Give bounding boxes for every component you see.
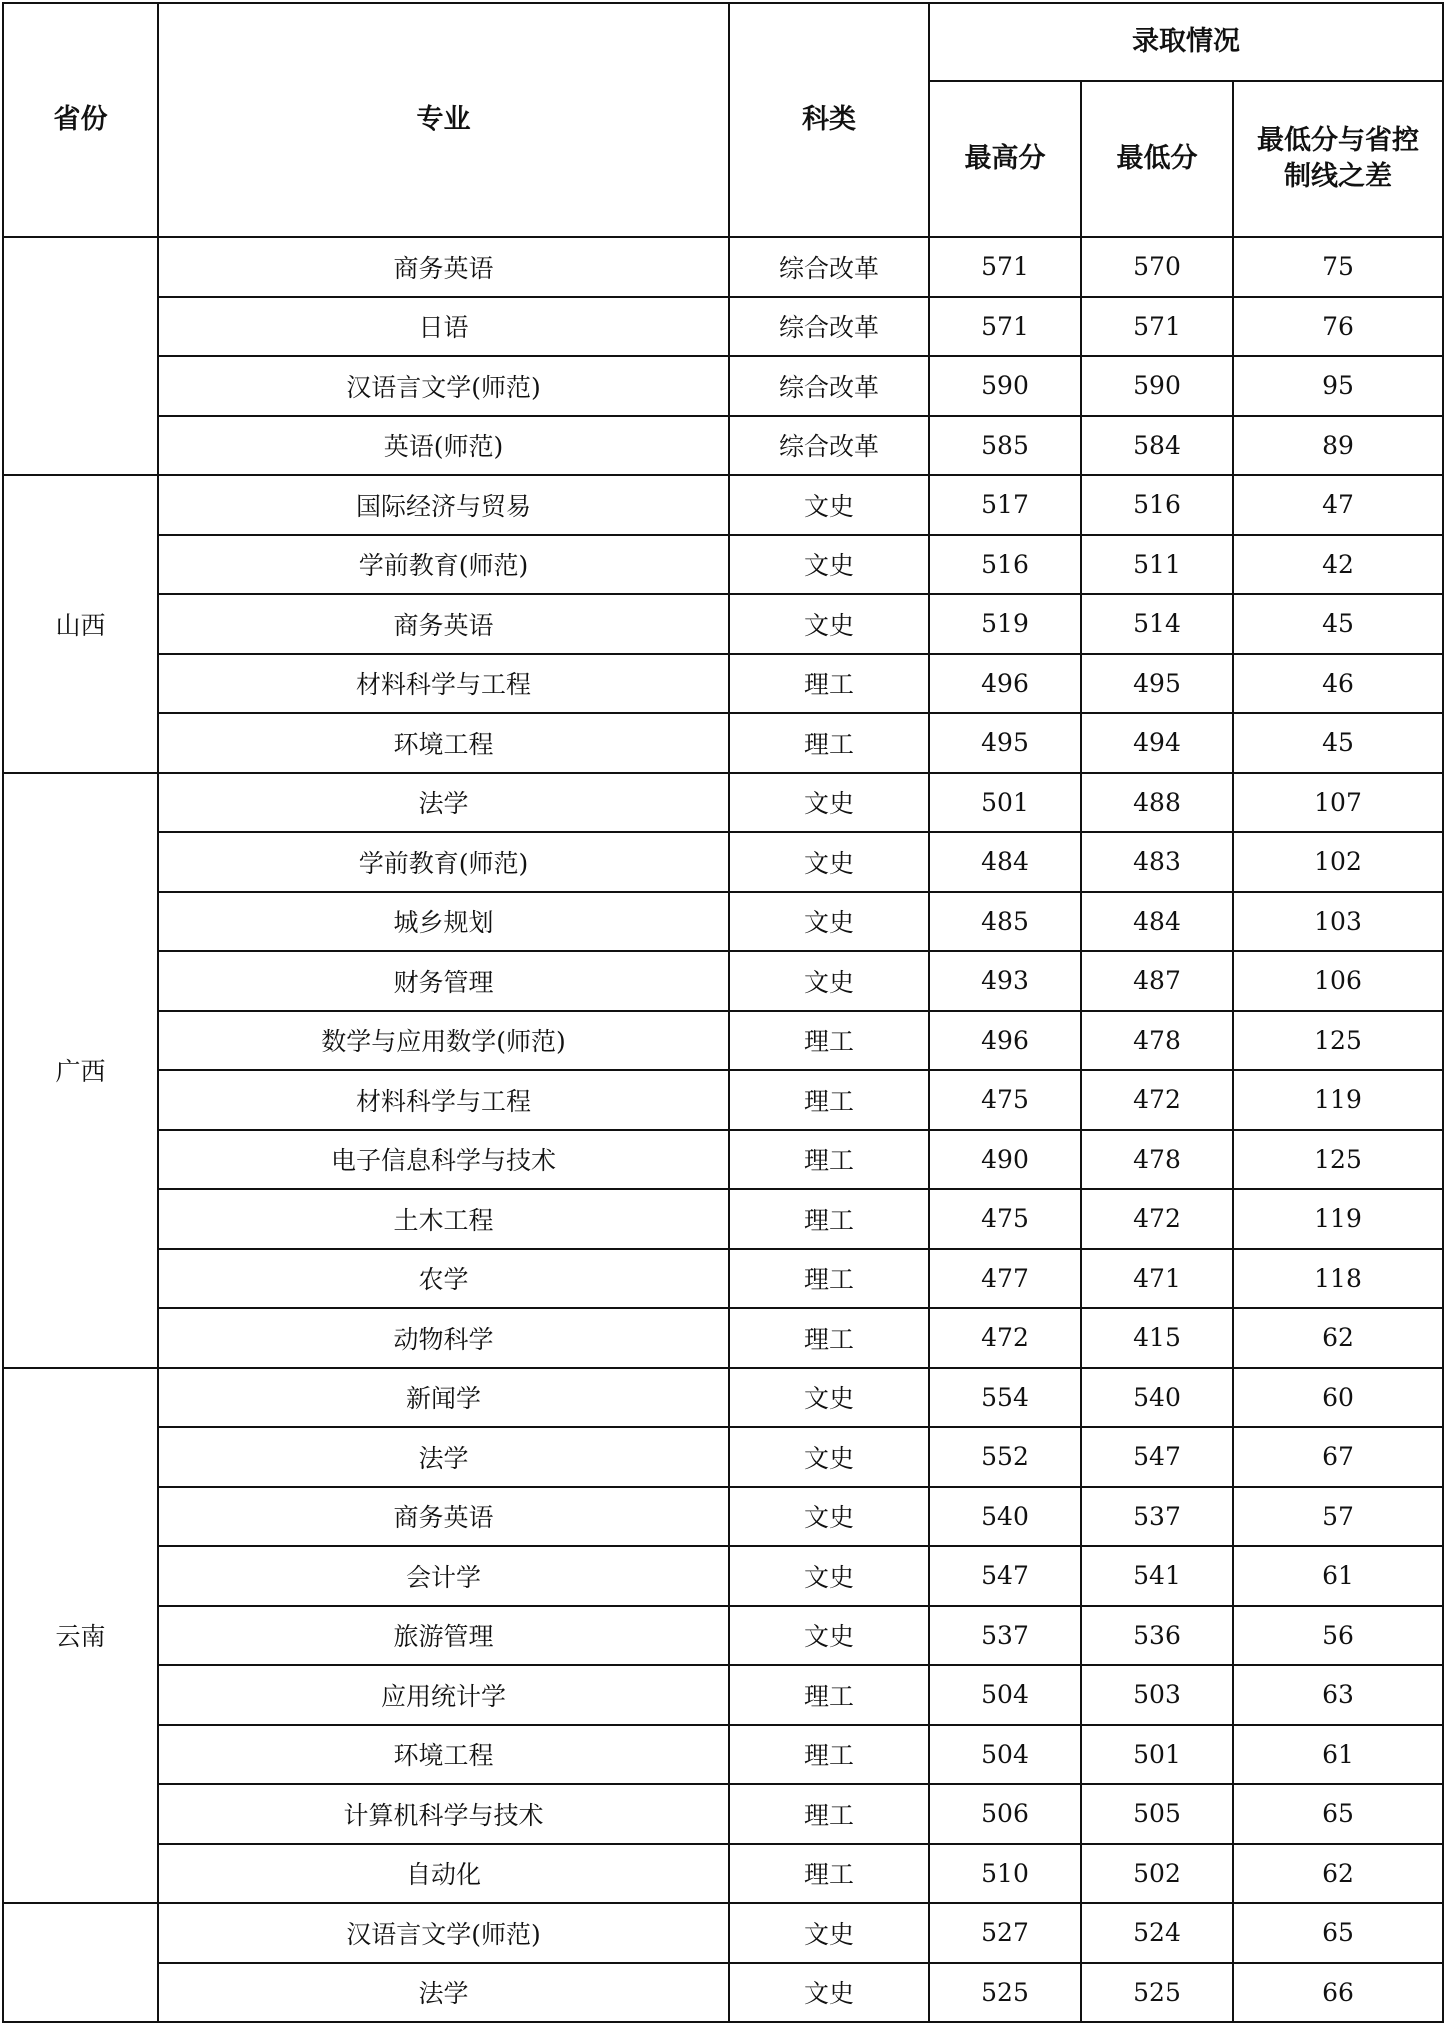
- major-cell: 学前教育(师范): [158, 535, 729, 595]
- major-cell: 材料科学与工程: [158, 1070, 729, 1130]
- diff-cell: 65: [1233, 1784, 1443, 1844]
- category-cell: 理工: [729, 1308, 929, 1368]
- category-cell: 文史: [729, 1487, 929, 1547]
- major-cell: 商务英语: [158, 237, 729, 297]
- table-body: [3, 237, 1443, 2022]
- max-score-cell: 493: [929, 951, 1081, 1011]
- major-cell: 汉语言文学(师范): [158, 1903, 729, 1963]
- max-score-cell: 490: [929, 1130, 1081, 1190]
- diff-cell: 60: [1233, 1368, 1443, 1428]
- max-score-cell: 496: [929, 654, 1081, 714]
- min-score-cell: 584: [1081, 416, 1233, 476]
- category-cell: 理工: [729, 1130, 929, 1190]
- table-row: [3, 594, 1443, 654]
- diff-cell: 103: [1233, 892, 1443, 952]
- max-score-cell: 527: [929, 1903, 1081, 1963]
- min-score-cell: 501: [1081, 1725, 1233, 1785]
- diff-cell: 45: [1233, 713, 1443, 773]
- min-score-cell: 472: [1081, 1070, 1233, 1130]
- table-row: [3, 356, 1443, 416]
- max-score-cell: 506: [929, 1784, 1081, 1844]
- min-score-cell: 540: [1081, 1368, 1233, 1428]
- min-score-cell: 487: [1081, 951, 1233, 1011]
- table-row: [3, 713, 1443, 773]
- min-score-cell: 524: [1081, 1903, 1233, 1963]
- max-score-cell: 495: [929, 713, 1081, 773]
- diff-cell: 119: [1233, 1070, 1443, 1130]
- category-cell: 理工: [729, 1011, 929, 1071]
- major-cell: 材料科学与工程: [158, 654, 729, 714]
- max-score-cell: 484: [929, 832, 1081, 892]
- max-score-cell: 554: [929, 1368, 1081, 1428]
- table-row: [3, 654, 1443, 714]
- diff-cell: 45: [1233, 594, 1443, 654]
- diff-cell: 42: [1233, 535, 1443, 595]
- diff-cell: 67: [1233, 1427, 1443, 1487]
- category-cell: 综合改革: [729, 356, 929, 416]
- min-score-cell: 471: [1081, 1249, 1233, 1309]
- diff-cell: 65: [1233, 1903, 1443, 1963]
- table-row: [3, 1130, 1443, 1190]
- category-cell: 文史: [729, 1963, 929, 2023]
- min-score-cell: 505: [1081, 1784, 1233, 1844]
- major-cell: 英语(师范): [158, 416, 729, 476]
- min-score-cell: 472: [1081, 1189, 1233, 1249]
- max-score-cell: 585: [929, 416, 1081, 476]
- category-cell: 文史: [729, 1903, 929, 1963]
- diff-cell: 118: [1233, 1249, 1443, 1309]
- major-cell: 旅游管理: [158, 1606, 729, 1666]
- province-cell: 云南: [3, 1368, 158, 1904]
- table-row: [3, 237, 1443, 297]
- diff-cell: 46: [1233, 654, 1443, 714]
- max-score-cell: 525: [929, 1963, 1081, 2023]
- major-cell: 法学: [158, 1963, 729, 2023]
- max-score-cell: 516: [929, 535, 1081, 595]
- major-cell: 新闻学: [158, 1368, 729, 1428]
- max-score-cell: 485: [929, 892, 1081, 952]
- max-score-cell: 496: [929, 1011, 1081, 1071]
- header-max-score: 最高分: [929, 81, 1081, 237]
- diff-cell: 106: [1233, 951, 1443, 1011]
- min-score-cell: 415: [1081, 1308, 1233, 1368]
- min-score-cell: 478: [1081, 1011, 1233, 1071]
- category-cell: 文史: [729, 951, 929, 1011]
- max-score-cell: 504: [929, 1665, 1081, 1725]
- table-row: [3, 1606, 1443, 1666]
- province-cell: 山西: [3, 475, 158, 773]
- category-cell: 理工: [729, 1249, 929, 1309]
- min-score-cell: 525: [1081, 1963, 1233, 2023]
- province-cell: [3, 1903, 158, 2022]
- table-row: [3, 475, 1443, 535]
- diff-cell: 66: [1233, 1963, 1443, 2023]
- category-cell: 综合改革: [729, 416, 929, 476]
- diff-cell: 61: [1233, 1546, 1443, 1606]
- diff-cell: 76: [1233, 297, 1443, 357]
- max-score-cell: 590: [929, 356, 1081, 416]
- table-header: [3, 3, 1443, 237]
- table-row: [3, 1368, 1443, 1428]
- category-cell: 文史: [729, 773, 929, 833]
- min-score-cell: 536: [1081, 1606, 1233, 1666]
- min-score-cell: 483: [1081, 832, 1233, 892]
- diff-cell: 125: [1233, 1011, 1443, 1071]
- diff-cell: 119: [1233, 1189, 1443, 1249]
- category-cell: 理工: [729, 713, 929, 773]
- table-row: [3, 773, 1443, 833]
- max-score-cell: 504: [929, 1725, 1081, 1785]
- header-min-score: 最低分: [1081, 81, 1233, 237]
- major-cell: 城乡规划: [158, 892, 729, 952]
- diff-cell: 62: [1233, 1844, 1443, 1904]
- table-row: [3, 1784, 1443, 1844]
- min-score-cell: 537: [1081, 1487, 1233, 1547]
- max-score-cell: 547: [929, 1546, 1081, 1606]
- table-row: [3, 1903, 1443, 1963]
- max-score-cell: 552: [929, 1427, 1081, 1487]
- province-cell: [3, 237, 158, 475]
- min-score-cell: 478: [1081, 1130, 1233, 1190]
- table-row: [3, 1249, 1443, 1309]
- major-cell: 财务管理: [158, 951, 729, 1011]
- min-score-cell: 514: [1081, 594, 1233, 654]
- table-row: [3, 297, 1443, 357]
- min-score-cell: 516: [1081, 475, 1233, 535]
- header-major: 专业: [158, 3, 729, 237]
- category-cell: 文史: [729, 1427, 929, 1487]
- category-cell: 文史: [729, 1606, 929, 1666]
- category-cell: 文史: [729, 535, 929, 595]
- header-admission-group: 录取情况: [929, 3, 1443, 81]
- diff-cell: 61: [1233, 1725, 1443, 1785]
- max-score-cell: 537: [929, 1606, 1081, 1666]
- category-cell: 文史: [729, 832, 929, 892]
- min-score-cell: 495: [1081, 654, 1233, 714]
- table-row: [3, 832, 1443, 892]
- category-cell: 文史: [729, 1368, 929, 1428]
- diff-cell: 47: [1233, 475, 1443, 535]
- max-score-cell: 540: [929, 1487, 1081, 1547]
- major-cell: 国际经济与贸易: [158, 475, 729, 535]
- max-score-cell: 475: [929, 1070, 1081, 1130]
- max-score-cell: 477: [929, 1249, 1081, 1309]
- table-row: [3, 1189, 1443, 1249]
- diff-cell: 62: [1233, 1308, 1443, 1368]
- min-score-cell: 590: [1081, 356, 1233, 416]
- major-cell: 土木工程: [158, 1189, 729, 1249]
- diff-cell: 107: [1233, 773, 1443, 833]
- table-row: [3, 1427, 1443, 1487]
- min-score-cell: 484: [1081, 892, 1233, 952]
- category-cell: 理工: [729, 1189, 929, 1249]
- table-row: [3, 416, 1443, 476]
- major-cell: 商务英语: [158, 594, 729, 654]
- major-cell: 法学: [158, 773, 729, 833]
- diff-cell: 56: [1233, 1606, 1443, 1666]
- min-score-cell: 570: [1081, 237, 1233, 297]
- major-cell: 法学: [158, 1427, 729, 1487]
- max-score-cell: 475: [929, 1189, 1081, 1249]
- major-cell: 应用统计学: [158, 1665, 729, 1725]
- table-row: [3, 892, 1443, 952]
- table-row: [3, 1011, 1443, 1071]
- major-cell: 计算机科学与技术: [158, 1784, 729, 1844]
- category-cell: 理工: [729, 1784, 929, 1844]
- header-diff: 最低分与省控 制线之差: [1233, 81, 1443, 237]
- category-cell: 综合改革: [729, 237, 929, 297]
- min-score-cell: 571: [1081, 297, 1233, 357]
- diff-cell: 125: [1233, 1130, 1443, 1190]
- major-cell: 数学与应用数学(师范): [158, 1011, 729, 1071]
- major-cell: 农学: [158, 1249, 729, 1309]
- major-cell: 商务英语: [158, 1487, 729, 1547]
- min-score-cell: 488: [1081, 773, 1233, 833]
- table-row: [3, 1308, 1443, 1368]
- category-cell: 理工: [729, 1665, 929, 1725]
- category-cell: 综合改革: [729, 297, 929, 357]
- category-cell: 文史: [729, 1546, 929, 1606]
- major-cell: 环境工程: [158, 713, 729, 773]
- table-row: [3, 1844, 1443, 1904]
- max-score-cell: 571: [929, 237, 1081, 297]
- max-score-cell: 519: [929, 594, 1081, 654]
- category-cell: 理工: [729, 1070, 929, 1130]
- max-score-cell: 517: [929, 475, 1081, 535]
- category-cell: 文史: [729, 475, 929, 535]
- category-cell: 文史: [729, 594, 929, 654]
- admission-score-table: [2, 2, 1444, 2023]
- table-row: [3, 1546, 1443, 1606]
- header-category: 科类: [729, 3, 929, 237]
- table-row: [3, 1963, 1443, 2023]
- diff-cell: 89: [1233, 416, 1443, 476]
- diff-cell: 102: [1233, 832, 1443, 892]
- table-row: [3, 535, 1443, 595]
- diff-cell: 75: [1233, 237, 1443, 297]
- category-cell: 文史: [729, 892, 929, 952]
- category-cell: 理工: [729, 1844, 929, 1904]
- min-score-cell: 503: [1081, 1665, 1233, 1725]
- table-row: [3, 1725, 1443, 1785]
- major-cell: 日语: [158, 297, 729, 357]
- major-cell: 学前教育(师范): [158, 832, 729, 892]
- diff-cell: 95: [1233, 356, 1443, 416]
- category-cell: 理工: [729, 654, 929, 714]
- table-row: [3, 951, 1443, 1011]
- major-cell: 自动化: [158, 1844, 729, 1904]
- major-cell: 会计学: [158, 1546, 729, 1606]
- min-score-cell: 547: [1081, 1427, 1233, 1487]
- max-score-cell: 472: [929, 1308, 1081, 1368]
- max-score-cell: 501: [929, 773, 1081, 833]
- min-score-cell: 494: [1081, 713, 1233, 773]
- max-score-cell: 510: [929, 1844, 1081, 1904]
- province-cell: 广西: [3, 773, 158, 1368]
- table-row: [3, 1665, 1443, 1725]
- table-row: [3, 1487, 1443, 1547]
- table-row: [3, 1070, 1443, 1130]
- header-province: 省份: [3, 3, 158, 237]
- min-score-cell: 502: [1081, 1844, 1233, 1904]
- max-score-cell: 571: [929, 297, 1081, 357]
- major-cell: 动物科学: [158, 1308, 729, 1368]
- major-cell: 环境工程: [158, 1725, 729, 1785]
- category-cell: 理工: [729, 1725, 929, 1785]
- min-score-cell: 511: [1081, 535, 1233, 595]
- diff-cell: 57: [1233, 1487, 1443, 1547]
- diff-cell: 63: [1233, 1665, 1443, 1725]
- major-cell: 汉语言文学(师范): [158, 356, 729, 416]
- min-score-cell: 541: [1081, 1546, 1233, 1606]
- major-cell: 电子信息科学与技术: [158, 1130, 729, 1190]
